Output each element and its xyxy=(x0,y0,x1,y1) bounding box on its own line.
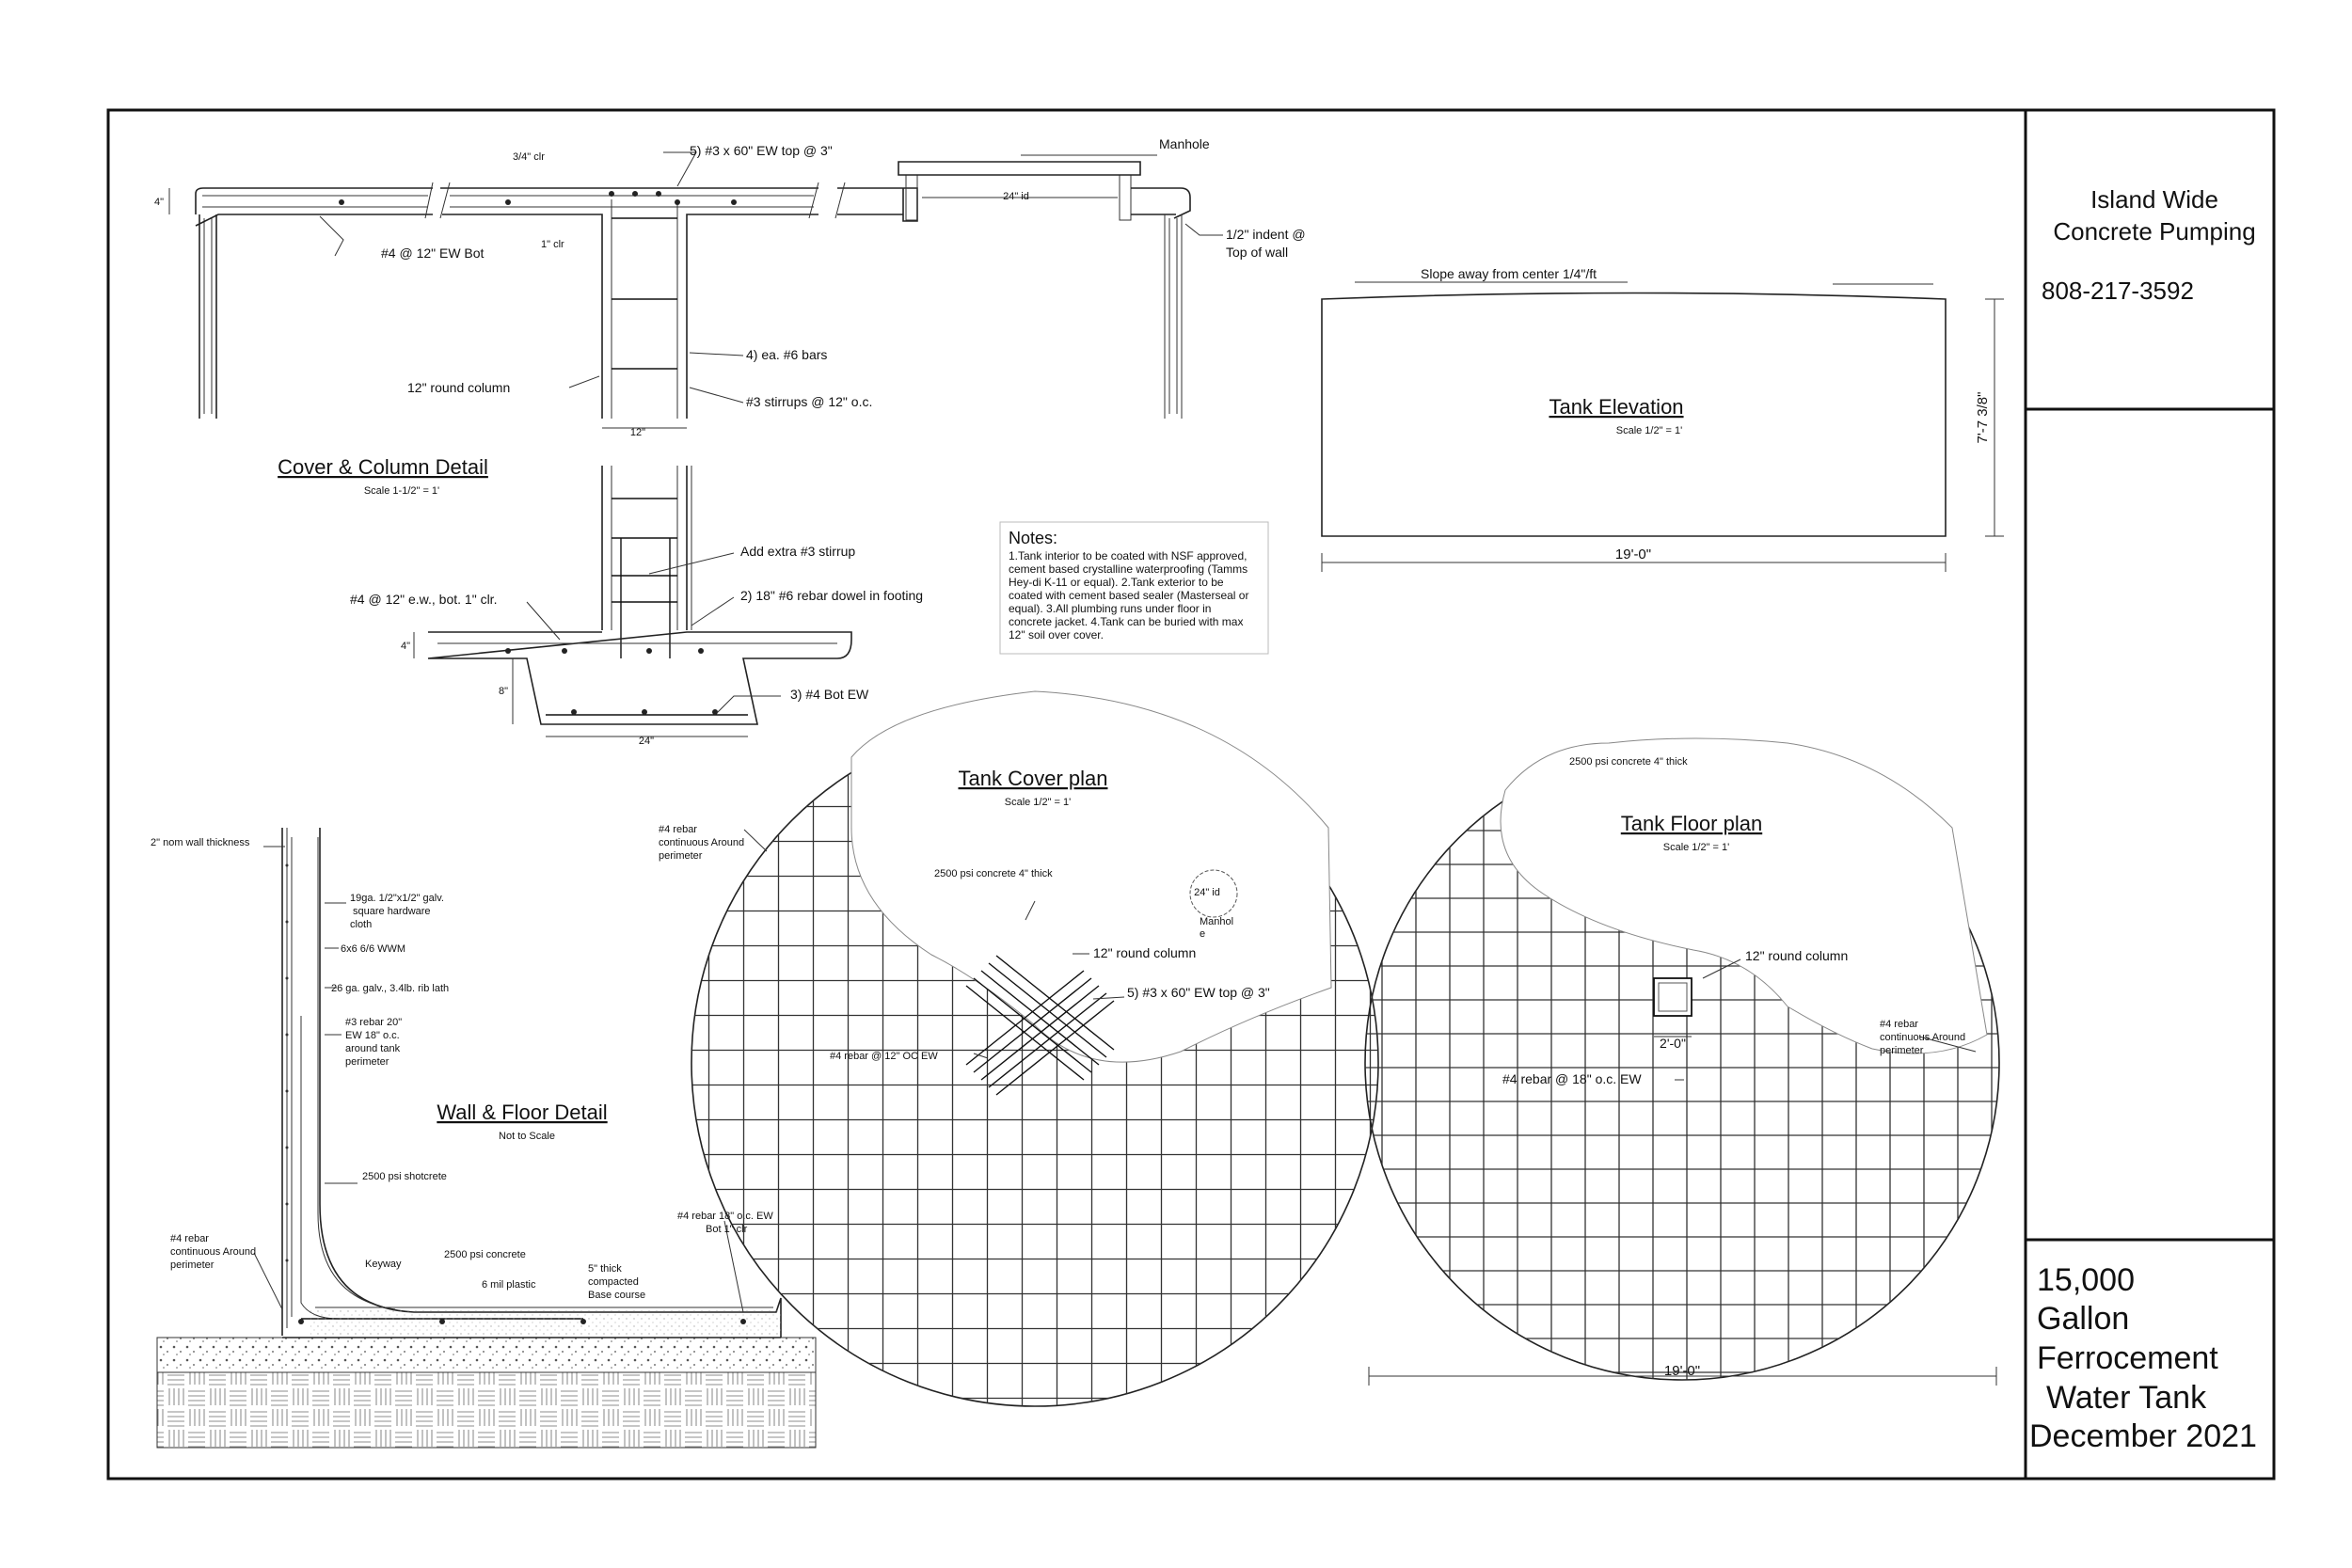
elevation-slope-note: Slope away from center 1/4"/ft xyxy=(1421,266,1597,281)
notes-line-6: concrete jacket. 4.Tank can be buried with max xyxy=(1009,615,1244,628)
cover-perim-2: continuous Around xyxy=(659,837,745,848)
cover-manhole-id: 24" id xyxy=(1194,887,1220,898)
notes-line-2: cement based crystalline waterproofing (Tamms xyxy=(1009,562,1248,576)
label-cloth-2: square hardware xyxy=(353,906,431,917)
label-lath: 26 ga. galv., 3.4lb. rib lath xyxy=(331,983,450,994)
wall-floor-detail xyxy=(151,828,816,1448)
floor-concrete-label: 2500 psi concrete 4" thick xyxy=(1569,756,1688,768)
cover-manhole-label-2: e xyxy=(1200,928,1206,940)
label-column-width: 12" xyxy=(629,427,646,438)
floor-perim-3: perimeter xyxy=(1880,1045,1924,1056)
notes-line-1: 1.Tank interior to be coated with NSF approved, xyxy=(1009,549,1248,562)
label-footing-width: 24" xyxy=(638,736,655,747)
floor-perim-2: continuous Around xyxy=(1880,1032,1966,1043)
label-keyway: Keyway xyxy=(365,1259,402,1270)
label-manhole-id: 24" id xyxy=(1003,191,1029,202)
company-name-line2: Concrete Pumping xyxy=(2053,217,2256,245)
label-shotcrete: 2500 psi shotcrete xyxy=(362,1171,447,1182)
floor-rebar-label: #4 rebar @ 18" o.c. EW xyxy=(1502,1071,1642,1086)
label-round-column: 12" round column xyxy=(407,380,511,395)
label-indent-2: Top of wall xyxy=(1226,245,1289,260)
label-six-bars: 4) ea. #6 bars xyxy=(746,347,828,362)
label-ew-bot: #4 @ 12" e.w., bot. 1" clr. xyxy=(350,592,498,607)
label-extra-stirrup: Add extra #3 stirrup xyxy=(740,544,856,559)
label-clr-34: 3/4" clr xyxy=(513,151,545,163)
label-stirrups: #3 stirrups @ 12" o.c. xyxy=(746,394,873,409)
wall-floor-title: Wall & Floor Detail xyxy=(437,1101,608,1124)
company-name-line1: Island Wide xyxy=(2090,185,2218,214)
label-plastic: 6 mil plastic xyxy=(482,1279,536,1291)
tank-floor-plan xyxy=(1365,738,1999,1386)
label-base-1: 5" thick xyxy=(588,1263,622,1275)
label-manhole: Manhole xyxy=(1159,136,1210,151)
label-concrete: 2500 psi concrete xyxy=(444,1249,526,1260)
floor-plan-title: Tank Floor plan xyxy=(1620,812,1763,835)
cover-column-detail xyxy=(154,136,1306,747)
cover-top-bars-label: 5) #3 x 60" EW top @ 3" xyxy=(1127,985,1270,1000)
label-rebar-4: perimeter xyxy=(345,1056,389,1068)
label-cloth-1: 19ga. 1/2"x1/2" galv. xyxy=(350,893,444,904)
notes-heading: Notes: xyxy=(1009,529,1058,547)
project-line2: Gallon xyxy=(2037,1301,2130,1337)
label-top-bars: 5) #3 x 60" EW top @ 3" xyxy=(690,143,833,158)
cover-concrete-label: 2500 psi concrete 4" thick xyxy=(934,868,1053,879)
label-dowel: 2) 18" #6 rebar dowel in footing xyxy=(740,588,924,603)
label-base-3: Base course xyxy=(588,1290,646,1301)
wall-floor-scale: Not to Scale xyxy=(499,1131,555,1142)
notes-line-3: Hey-di K-11 or equal). 2.Tank exterior to be xyxy=(1009,576,1224,589)
company-phone: 808-217-3592 xyxy=(2042,277,2194,305)
notes-line-4: coated with cement based sealer (Masterseal or xyxy=(1009,589,1249,602)
elevation-title: Tank Elevation xyxy=(1549,395,1684,419)
floor-diameter: 19'-0" xyxy=(1663,1363,1701,1379)
floor-perim-1: #4 rebar xyxy=(1880,1019,1918,1030)
cover-rebar-oc-label: #4 rebar @ 12" OC EW xyxy=(830,1051,938,1062)
label-base-2: compacted xyxy=(588,1276,639,1288)
label-four-inch-b: 4" xyxy=(400,641,410,652)
label-perim-1: #4 rebar xyxy=(170,1233,209,1244)
notes-line-7: 12" soil over cover. xyxy=(1009,628,1104,641)
floor-plan-scale: Scale 1/2" = 1' xyxy=(1662,842,1730,853)
cover-column-title: Cover & Column Detail xyxy=(278,455,488,479)
cover-perim-1: #4 rebar xyxy=(659,824,697,835)
elevation-height: 7'-7 3/8" xyxy=(1975,391,1991,444)
label-clr-1: 1" clr xyxy=(541,239,564,250)
cover-column-label: 12" round column xyxy=(1093,945,1197,960)
label-wwm: 6x6 6/6 WWM xyxy=(341,943,406,955)
project-line1: 15,000 xyxy=(2037,1262,2135,1298)
elevation-scale: Scale 1/2" = 1' xyxy=(1615,425,1683,436)
tank-elevation xyxy=(1322,266,2004,572)
elevation-width: 19'-0" xyxy=(1614,546,1652,562)
label-rebar-1: #3 rebar 20" xyxy=(345,1017,403,1028)
label-cloth-3: cloth xyxy=(350,919,373,930)
floor-column-label: 12" round column xyxy=(1745,948,1849,963)
cover-column-scale: Scale 1-1/2" = 1' xyxy=(363,485,440,497)
label-rebar-3: around tank xyxy=(345,1043,401,1054)
project-line4: Water Tank xyxy=(2046,1380,2207,1416)
label-eight-inch: 8" xyxy=(498,686,508,697)
project-line3: Ferrocement xyxy=(2037,1340,2218,1376)
tank-cover-plan xyxy=(659,691,1378,1406)
label-bot-bars: #4 @ 12" EW Bot xyxy=(381,245,485,261)
floor-footing-dim: 2'-0" xyxy=(1660,1036,1686,1051)
cover-perim-3: perimeter xyxy=(659,850,703,862)
label-indent-1: 1/2" indent @ xyxy=(1226,227,1306,242)
label-perim-3: perimeter xyxy=(170,1259,215,1271)
label-bot-ew: 3) #4 Bot EW xyxy=(790,687,869,702)
notes-box xyxy=(1000,522,1268,654)
label-four-inch: 4" xyxy=(153,197,164,208)
label-perim-2: continuous Around xyxy=(170,1246,257,1258)
cover-manhole-label-1: Manhol xyxy=(1200,916,1234,927)
project-date: December 2021 xyxy=(2029,1418,2257,1454)
label-rebar-2: EW 18" o.c. xyxy=(345,1030,400,1041)
notes-line-5: equal). 3.All plumbing runs under floor in xyxy=(1009,602,1212,615)
title-block xyxy=(2029,185,2257,1454)
cover-plan-scale: Scale 1/2" = 1' xyxy=(1004,797,1072,808)
label-floor-rebar-2: Bot 1" clr xyxy=(706,1224,748,1235)
label-wall-thickness: 2" nom wall thickness xyxy=(151,837,250,848)
cover-plan-title: Tank Cover plan xyxy=(958,767,1108,790)
label-floor-rebar-1: #4 rebar 18" o.c. EW xyxy=(677,1211,773,1222)
